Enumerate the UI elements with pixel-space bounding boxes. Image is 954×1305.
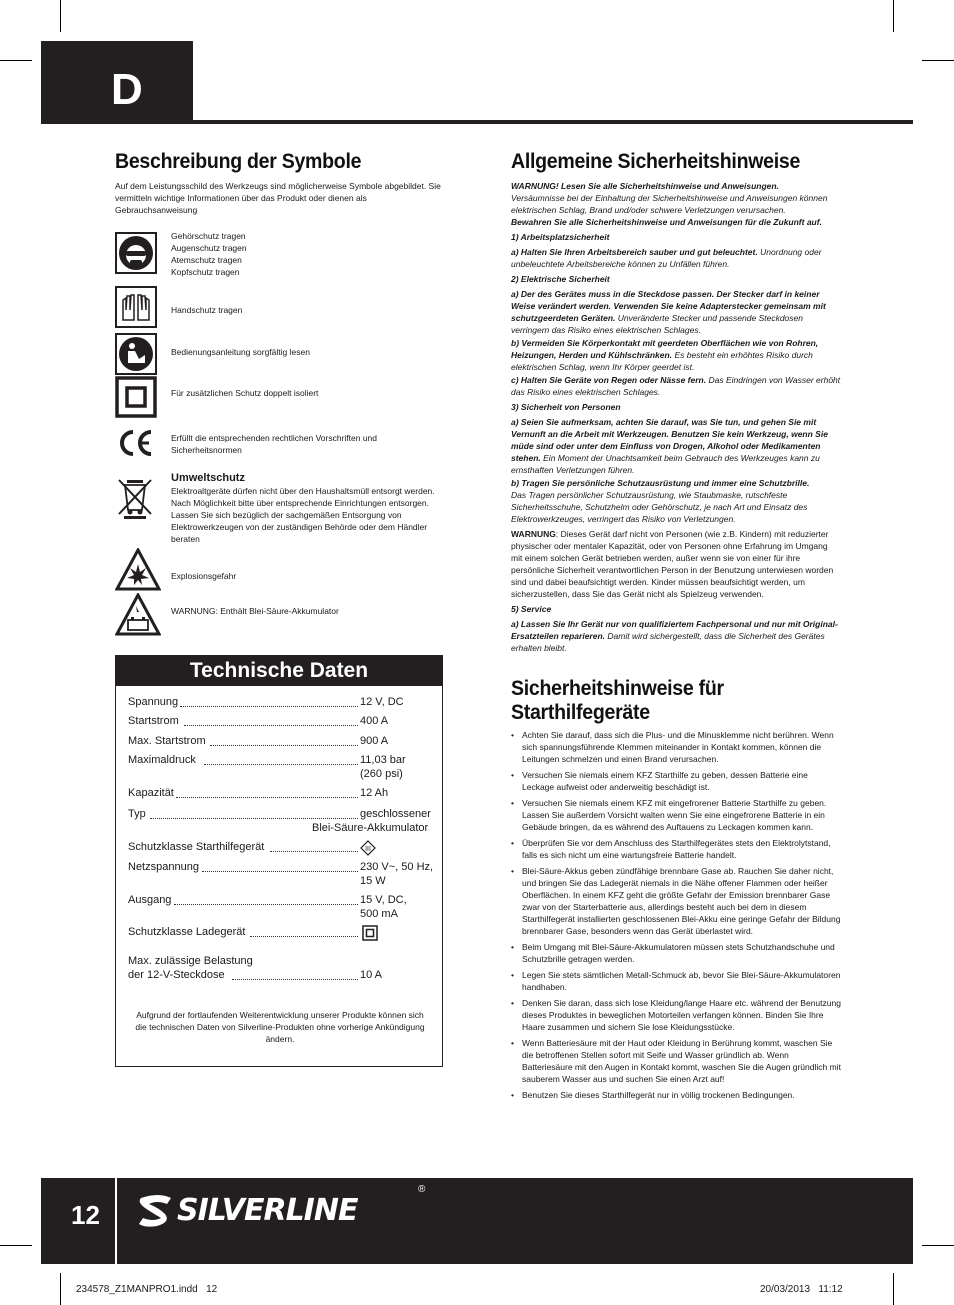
read-manual-icon (115, 333, 157, 375)
leader-dots (250, 936, 358, 937)
tech-row (128, 714, 433, 728)
symbol-line: Augenschutz tragen (171, 243, 247, 253)
language-letter: D (111, 65, 143, 114)
leader-dots (232, 979, 358, 980)
tech-label: Schutzklasse Ladegerät (128, 926, 246, 938)
tech-row (128, 925, 433, 941)
rule-bold: b) Vermeiden Sie Körperkontakt mit geerdeten Oberflächen wie von Rohren, Heizungen, Herden und Kühlschränken. (511, 338, 819, 360)
bullet-item: • Wenn Batteriesäure mit der Haut oder Kleidung in Berührung kommt, waschen Sie die betroffenen Stellen sofort mit Seife und Wasser gründlich ab. Wenn Batteriesäure mit den Augen in Kontakt kommt, waschen Sie die Augen gründlich mit sauberem Wasser aus und suchen Sie einen Arzt auf! (511, 1037, 841, 1085)
tech-row (128, 753, 433, 781)
explosion-warning-icon (115, 548, 161, 592)
crop-mark (893, 1273, 894, 1305)
warning-text: Versäumnisse bei der Einhaltung der Sicherheitshinweise und Anweisungen können elektrischen Schlag, Brand und/oder schwere Verletzungen verursachen. (511, 193, 828, 215)
symbol-row (115, 472, 445, 544)
rule-text: Es besteht ein erhöhtes Risiko durch elektrischen Schlag, wenn Ihr Körper geerdet ist. (511, 350, 813, 372)
crop-mark (0, 1245, 32, 1246)
keep-instructions: Bewahren Sie alle Sicherheitshinweise und Anweisungen für die Zukunft auf. (511, 217, 822, 227)
rule-text: Ein Moment der Unachtsamkeit beim Gebrauch des Werkzeuges kann zu ernsthaften Verletzungen führen. (511, 453, 820, 475)
section-heading: 5) Service (511, 604, 552, 614)
symbol-row (115, 376, 445, 420)
symbol-row (115, 426, 445, 462)
language-tab (41, 41, 193, 124)
tech-value-cont: Blei-Säure-Akkumulator (312, 822, 429, 834)
symbol-text (171, 230, 247, 278)
jump-starter-title-line: Sicherheitshinweise für (511, 677, 724, 700)
rule-bold: b) Tragen Sie persönliche Schutzausrüstung und immer eine Schutzbrille. (511, 478, 810, 488)
tech-value: 12 V, DC (360, 696, 404, 708)
warning-label: WARNUNG (511, 529, 556, 539)
tech-row (128, 786, 433, 800)
tech-value-cont: 15 W (360, 875, 386, 887)
rule-text: Das Eindringen von Wasser erhöht das Risiko eines elektrischen Schlages. (511, 375, 841, 397)
ce-mark-icon (115, 428, 157, 458)
tech-label: Maximaldruck (128, 754, 196, 766)
tech-value: geschlossener (360, 808, 431, 820)
symbols-intro: Auf dem Leistungsschild des Werkzeugs sind möglicherweise Symbole abgebildet. Sie vermitteln wichtige Informationen über das Produkt oder dienen als Gebrauchsanweisung (115, 181, 441, 215)
bullet-item: • Versuchen Sie niemals einem KFZ mit eingefrorener Batterie Starthilfe zu geben. Lassen Sie außerdem Vorsicht walten wenn Sie eine eingefrorene Batterie in ein Gebäude bringen, da es während des Auftauens zu Leckagen kommen kann. (511, 797, 841, 833)
tech-value: 400 A (360, 715, 389, 727)
crop-mark (922, 1245, 954, 1246)
leader-dots (270, 851, 358, 852)
tech-row (128, 695, 433, 709)
footer-bar (41, 1178, 913, 1264)
leader-dots (150, 818, 358, 819)
battery-acid-warning-icon (115, 593, 161, 637)
tech-row (128, 807, 433, 835)
symbol-heading: Umweltschutz (171, 472, 245, 484)
tech-label: Max. Startstrom (128, 735, 206, 747)
tech-value-cont: (260 psi) (360, 768, 403, 780)
bullet-item: • Denken Sie daran, dass sich lose Kleidung/lange Haare etc. während der Benutzung dieses Produktes in beweglichen Motorteilen verfangen können. Binden Sie Ihre Haare zusammen und sichern Sie lose Kleidungsstücke. (511, 997, 841, 1033)
symbol-row (115, 230, 445, 278)
tech-label: Kapazität (128, 787, 174, 799)
jump-starter-title (511, 677, 724, 725)
symbol-text: Explosionsgefahr (171, 571, 237, 581)
tech-value: 15 V, DC, (360, 894, 407, 906)
registered-mark: ® (418, 1184, 426, 1195)
symbol-row (115, 548, 445, 592)
tech-note: Aufgrund der fortlaufenden Weiterentwicklung unserer Produkte können sich die technischen Daten von Silverline-Produkten ohne vorherige Ankündigung ändern. (135, 1010, 425, 1044)
rule-bold: c) Halten Sie Geräte von Regen oder Nässe fern. (511, 375, 707, 385)
leader-dots (202, 871, 358, 872)
leader-dots (184, 725, 358, 726)
rule-text: Unveränderte Stecker und passende Steckdosen verringern das Risiko eines elektrischen Schlages. (511, 313, 803, 335)
class-ii-icon (362, 925, 378, 941)
class-iii-label: III (365, 846, 371, 853)
tech-value: 12 Ah (360, 787, 389, 799)
tech-label: Typ (128, 808, 146, 820)
footer-divider (115, 1178, 117, 1264)
warning-paragraph: : Dieses Gerät darf nicht von Personen (wie z.B. Kindern) mit reduzierter physischer oder mentaler Kapazität, oder von Personen ohne Erfahrung im Umgang mit einem solchen Gerät betrieben werden, außer wenn sie von einer für ihre persönliche Sicherheit verantwortlichen Person in der Benutzung unterwiesen worden sind und dabei beaufsichtigt werden. Kinder müssen beaufsichtigt werden, um sicherzustellen, dass Sie das Gerät nicht als Spielzeug verwenden. (511, 529, 834, 599)
leader-dots (174, 904, 358, 905)
crop-mark (0, 60, 32, 61)
date-slug: 20/03/2013 11:12 (760, 1284, 843, 1295)
bullet-item: • Überprüfen Sie vor dem Anschluss des Starthilfegerätes stets den Elektrolytstand, falls es sich nicht um eine wartungsfreie Batterie handelt. (511, 837, 841, 861)
rule-bold: a) Halten Sie Ihren Arbeitsbereich sauber und gut beleuchtet. (511, 247, 758, 257)
symbol-line: Gehörschutz tragen (171, 231, 246, 241)
weee-bin-icon (115, 474, 155, 520)
tech-row (128, 954, 433, 982)
rule-text: Damit wird sichergestellt, dass die Sicherheit des Gerätes erhalten bleibt. (511, 631, 825, 653)
tech-label-cont: der 12-V-Steckdose (128, 969, 225, 981)
section-heading: 2) Elektrische Sicherheit (511, 274, 610, 284)
symbols-title: Beschreibung der Symbole (115, 150, 362, 173)
leader-dots (204, 764, 358, 765)
symbol-row (115, 286, 445, 328)
bullet-item: • Benutzen Sie dieses Starthilfegerät nur in völlig trockenen Bedingungen. (511, 1089, 841, 1101)
file-slug: 234578_Z1MANPRO1.indd 12 (76, 1284, 218, 1295)
rule-bold: a) Lassen Sie Ihr Gerät nur von qualifiziertem Fachpersonal und nur mit Original-Ersatzteilen reparieren. (511, 619, 838, 641)
rule-bold: a) Seien Sie aufmerksam, achten Sie darauf, was Sie tun, und gehen Sie mit Vernunft an die Arbeit mit Werkzeugen. Benutzen Sie kein Werkzeug, wenn Sie müde sind oder unter dem Einfluss von Drogen, Alkohol oder Medikamenten stehen. (511, 417, 828, 463)
header-rule (193, 120, 913, 124)
rule-text: Unordnung oder unbeleuchtete Arbeitsbereiche können zu Unfällen führen. (511, 247, 822, 269)
jump-starter-bullets (511, 729, 841, 1105)
tech-row (128, 734, 433, 748)
tech-row (128, 860, 433, 888)
symbol-text: WARNUNG: Enthält Blei-Säure-Akkumulator (171, 606, 339, 616)
section-heading: 3) Sicherheit von Personen (511, 402, 621, 412)
page-number: 12 (71, 1200, 100, 1230)
symbol-paragraph: Elektroaltgeräte dürfen nicht über den Haushaltsmüll entsorgt werden. Nach Möglichkeit bitte über entsprechende Einrichtungen entsorgen. Lassen Sie sich bezüglich der sachgemäßen Entsorgung von Elektrowerkzeugen von der zuständigen Behörde oder dem Händler beraten (171, 486, 435, 544)
tech-label: Schutzklasse Starthilfegerät (128, 841, 265, 853)
tech-label: Ausgang (128, 894, 172, 906)
tech-value-cont: 500 mA (360, 908, 398, 920)
symbol-line: Atemschutz tragen (171, 255, 242, 265)
tech-value: 11,03 bar (360, 754, 406, 766)
symbol-line: Kopfschutz tragen (171, 267, 240, 277)
tech-label: Netzspannung (128, 861, 199, 873)
bullet-item: • Achten Sie darauf, dass sich die Plus- und die Minusklemme nicht berühren. Wenn sich spannungsführende Klemmen miteinander in Kontakt kommen, können die Leitungen schmelzen und einen Brand verursachen. (511, 729, 841, 765)
bullet-item: • Versuchen Sie niemals einem KFZ Starthilfe zu geben, dessen Batterie eine Leckage aufweist oder anderweitig beschädigt ist. (511, 769, 841, 793)
crop-mark (922, 60, 954, 61)
crop-mark (60, 0, 61, 32)
crop-mark (60, 1273, 61, 1305)
tech-row (128, 893, 433, 921)
tech-label: Spannung (128, 696, 179, 708)
tech-value: 900 A (360, 735, 389, 747)
jump-starter-title-line: Starthilfegeräte (511, 701, 650, 724)
leader-dots (180, 706, 358, 707)
brand-name: SILVERLINE (177, 1193, 358, 1228)
symbol-text: Erfüllt die entsprechenden rechtlichen Vorschriften und Sicherheitsnormen (171, 433, 378, 455)
rule-bold: a) Der des Gerätes muss in die Steckdose passen. Der Stecker darf in keiner Weise verändert werden. Verwenden Sie keine Adapterstecker gemeinsam mit schutzgeerdeten Geräten. (511, 289, 826, 323)
tech-label: Startstrom (128, 715, 179, 727)
symbol-text: Für zusätzlichen Schutz doppelt isoliert (171, 388, 319, 398)
crop-mark (893, 0, 894, 32)
symbol-row (115, 333, 445, 373)
ppe-icon (115, 232, 157, 274)
symbol-row (115, 593, 445, 637)
class-iii-icon (360, 840, 376, 856)
general-safety-title: Allgemeine Sicherheitshinweise (511, 150, 801, 173)
leader-dots (176, 797, 358, 798)
tech-data-box (115, 655, 443, 1067)
silverline-logo (137, 1190, 427, 1230)
warning-bold: WARNUNG! Lesen Sie alle Sicherheitshinweise und Anweisungen. (511, 181, 779, 191)
symbol-text: Handschutz tragen (171, 305, 243, 315)
logo-swoosh-icon (137, 1190, 177, 1230)
tech-data-title: Technische Daten (116, 656, 442, 686)
tech-row (128, 840, 433, 856)
tech-value: 10 A (360, 969, 383, 981)
double-insulation-icon (115, 376, 157, 418)
tech-label: Max. zulässige Belastung (128, 955, 253, 967)
section-heading: 1) Arbeitsplatzsicherheit (511, 232, 610, 242)
rule-text: Das Tragen persönlicher Schutzausrüstung, wie Staubmaske, rutschfeste Sicherheitsschuhe, Schutzhelm oder Gehörschutz, je nach Art und Einsatz des Elektrowerkzeuges, verringert das Risiko von Verletzungen. (511, 490, 808, 524)
bullet-item: • Legen Sie stets sämtlichen Metall-Schmuck ab, bevor Sie Blei-Säure-Akkumulatoren handhaben. (511, 969, 841, 993)
tech-value: 230 V~, 50 Hz, (360, 861, 434, 873)
bullet-item: • Blei-Säure-Akkus geben zündfähige brennbare Gase ab. Rauchen Sie daher nicht, und bringen Sie das Ladegerät niemals in die Nähe offener Flammen oder heißer Oberflächen. In einem KFZ geht die größte Gefahr der Emission brennbarer Gase zwar von der Starterbatterie aus, allerdings besteht auch bei dem in diesem Starthilfegerät installierten geschlossenen Blei-Akku eine geringe Gefahr der Bildung brennbarer Gase, besonders wenn das Gerät überlastet wird. (511, 865, 841, 937)
gloves-icon (115, 286, 157, 328)
general-safety-text (511, 180, 841, 657)
symbol-text (171, 472, 441, 545)
symbol-text: Bedienungsanleitung sorgfältig lesen (171, 347, 310, 357)
leader-dots (210, 745, 358, 746)
bullet-item: • Beim Umgang mit Blei-Säure-Akkumulatoren müssen stets Schutzhandschuhe und Schutzbrille getragen werden. (511, 941, 841, 965)
